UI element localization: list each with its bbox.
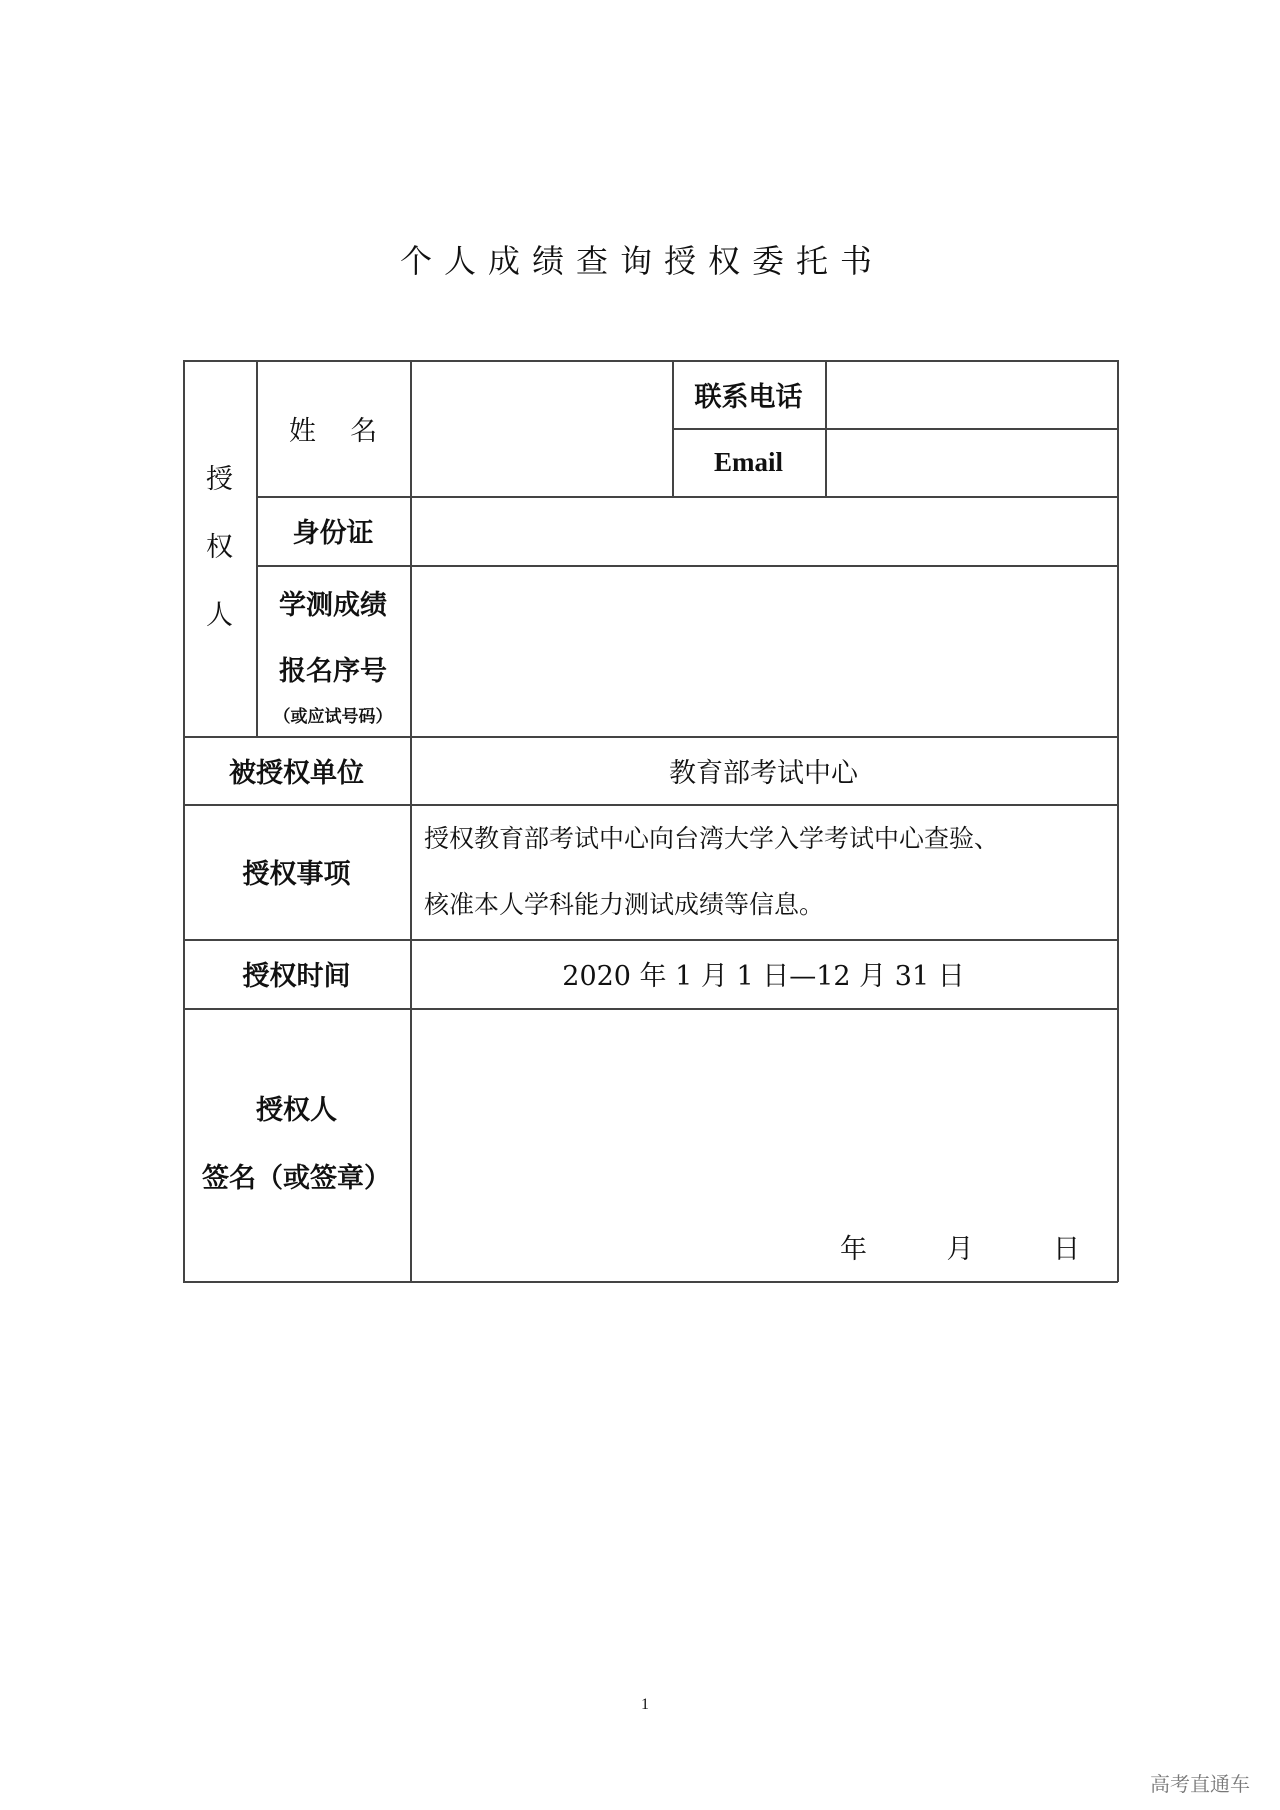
registration-label-line: 报名序号: [279, 655, 387, 687]
email-field[interactable]: [825, 428, 1117, 496]
table-border-right: [1117, 360, 1119, 1282]
name-label: 姓 名: [288, 415, 378, 447]
registration-field[interactable]: [410, 565, 1117, 736]
phone-field[interactable]: [825, 360, 1117, 428]
grantee-value: 教育部考试中心: [669, 757, 858, 789]
period-value: 2020 年 1 月 1 日—12 月 31 日: [562, 961, 965, 992]
grantor-char: 权: [206, 532, 233, 563]
matter-line: 核准本人学科能力测试成绩等信息。: [424, 889, 825, 919]
grantor-char: 人: [206, 600, 233, 631]
watermark: 高考直通车: [1150, 1772, 1250, 1796]
phone-label: 联系电话: [694, 381, 803, 413]
email-label: Email: [713, 446, 783, 477]
signature-date: [840, 1226, 1080, 1266]
table-border-bottom: [183, 1281, 1118, 1283]
matter-label: 授权事项: [242, 859, 351, 890]
registration-label: [256, 565, 410, 736]
id-label: 身份证: [292, 518, 374, 549]
date-year: 年: [840, 1233, 867, 1265]
date-day: 日: [1053, 1233, 1080, 1265]
matter-line: 授权教育部考试中心向台湾大学入学考试中心查验、: [424, 823, 1000, 853]
signature-label-line: 授权人: [256, 1094, 337, 1126]
signature-label-line: 签名（或签章）: [202, 1162, 391, 1194]
grantor-char: 授: [206, 464, 233, 495]
matter-value: [410, 804, 1117, 939]
registration-note: （或应试号码）: [273, 706, 393, 727]
name-field[interactable]: [410, 360, 672, 496]
page-number: 1: [641, 1696, 649, 1713]
id-field[interactable]: [410, 496, 1117, 565]
grantee-label: 被授权单位: [229, 757, 364, 789]
signature-label: [183, 1008, 410, 1281]
grantor-label: [183, 360, 256, 736]
document-title: 个人成绩查询授权委托书: [399, 242, 884, 280]
registration-label-line: 学测成绩: [279, 589, 387, 621]
period-label: 授权时间: [242, 961, 351, 992]
date-month: 月: [946, 1233, 974, 1265]
